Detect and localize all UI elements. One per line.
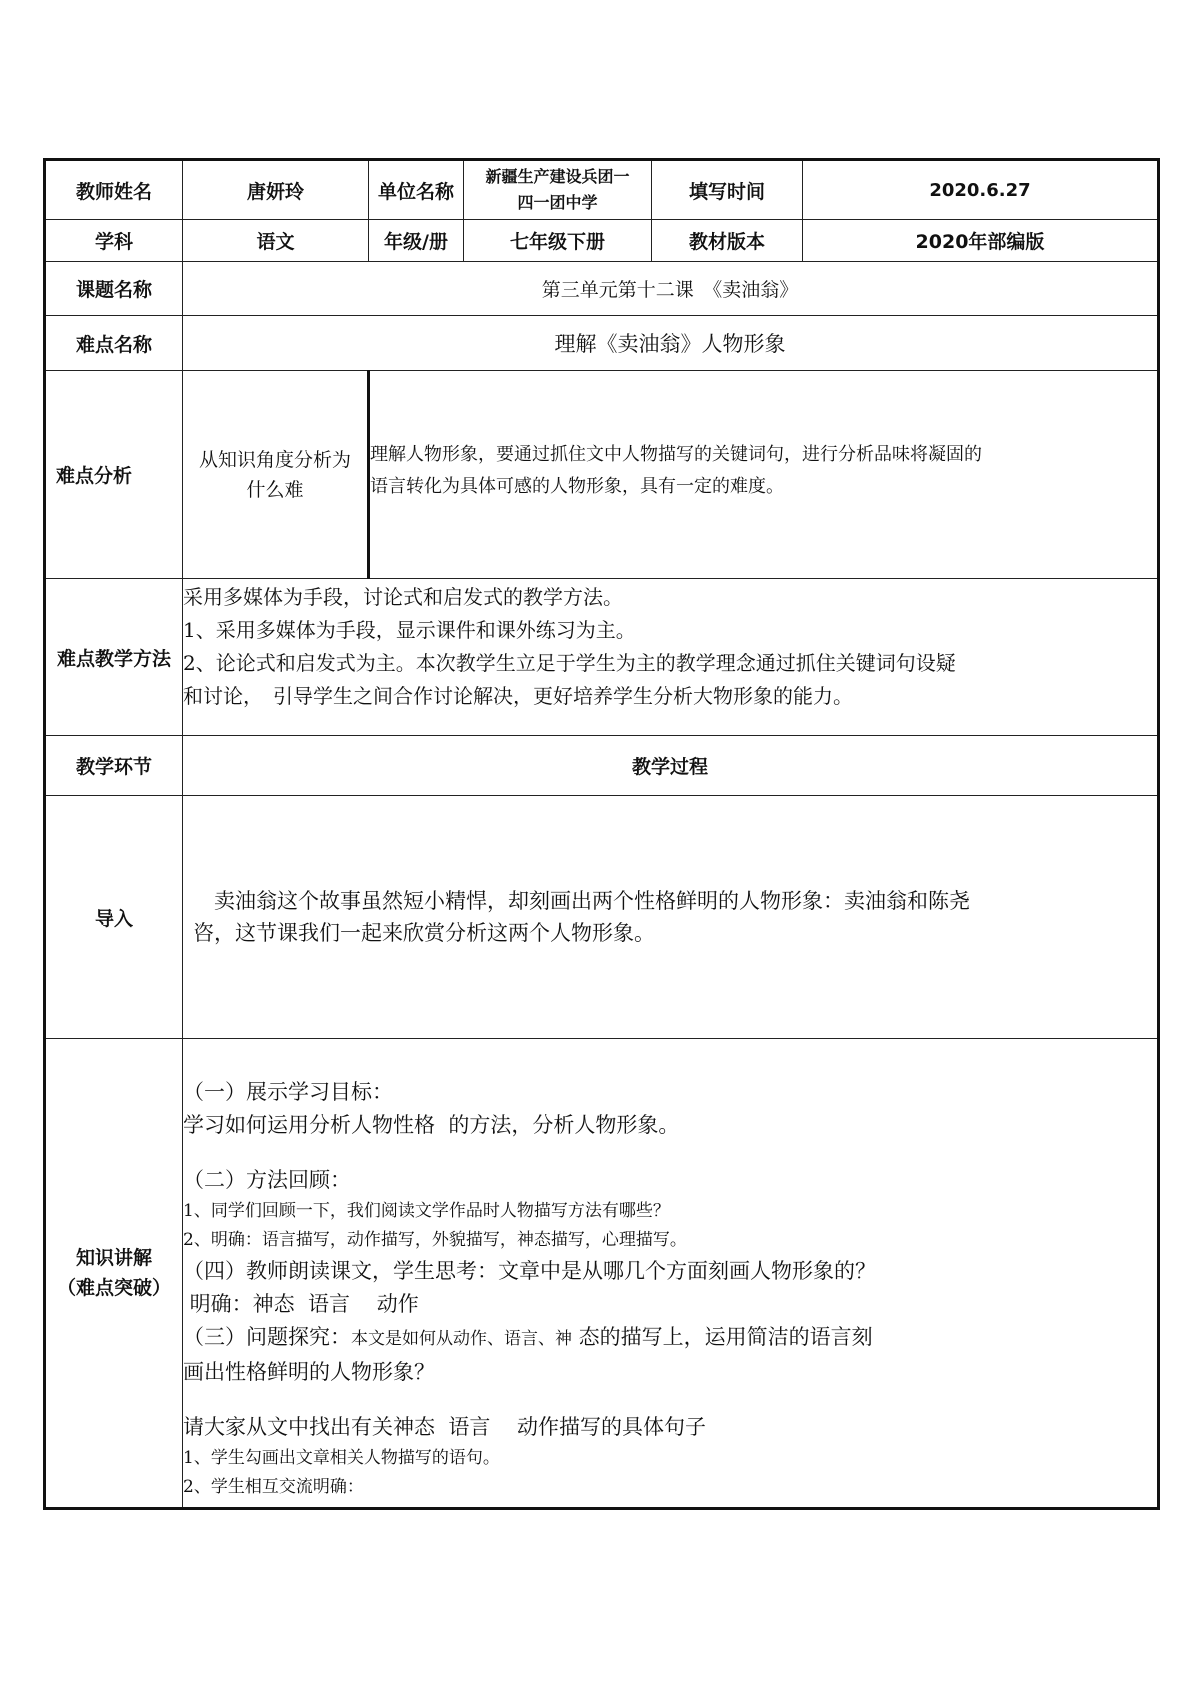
knowledge-line-12: 2、学生相互交流明确： — [183, 1477, 364, 1497]
method-line-1: 采用多媒体为手段，讨论式和启发式的教学方法。 — [183, 585, 623, 609]
lesson-plan-page — [43, 158, 1157, 1524]
analysis-row — [45, 371, 1159, 579]
analysis-text-line-2: 语言转化为具体可感的人物形象，具有一定的难度。 — [370, 476, 784, 497]
knowledge-line-9: 画出性格鲜明的人物形象？ — [183, 1360, 435, 1384]
knowledge-line-10: 请大家从文中找出有关神态 语言 动作描写的具体句子 — [183, 1415, 707, 1439]
topic-value: 第三单元第十二课 《卖油翁》 — [183, 262, 1159, 316]
knowledge-line-7: 明确：神态 语言 动作 — [183, 1292, 419, 1316]
intro-label: 导入 — [45, 796, 183, 1039]
teacher-name-value: 唐妍玲 — [183, 160, 369, 220]
difficulty-row — [45, 316, 1159, 371]
unit-name-line-1: 新疆生产建设兵团一 — [485, 167, 630, 186]
teaching-stage-label: 教学环节 — [45, 736, 183, 796]
subject-value: 语文 — [183, 220, 369, 262]
method-text — [183, 579, 1159, 736]
grade-label: 年级/册 — [369, 220, 464, 262]
analysis-text — [369, 371, 1159, 579]
method-line-3: 2、论论式和启发式为主。本次教学生立足于学生为主的教学理念通过抓住关键词句设疑 — [183, 651, 956, 675]
difficulty-value: 理解《卖油翁》人物形象 — [183, 316, 1159, 371]
analysis-sub-label-line-1: 从知识角度分析为 — [198, 448, 351, 471]
knowledge-line-11: 1、学生勾画出文章相关人物描写的语句。 — [183, 1448, 500, 1468]
knowledge-label — [45, 1039, 183, 1509]
knowledge-gap-2 — [183, 1389, 1157, 1411]
method-line-4: 和讨论， 引导学生之间合作讨论解决，更好培养学生分析大物形象的能力。 — [183, 684, 853, 708]
knowledge-line-1: （一）展示学习目标： — [183, 1080, 393, 1104]
knowledge-gap-1 — [183, 1142, 1157, 1164]
knowledge-line-3: （二）方法回顾： — [183, 1168, 351, 1192]
analysis-label: 难点分析 — [45, 371, 183, 579]
knowledge-line-4: 1、同学们回顾一下，我们阅读文学作品时人物描写方法有哪些？ — [183, 1201, 670, 1221]
intro-text — [183, 796, 1159, 1039]
knowledge-line-5: 2、明确：语言描写，动作描写，外貌描写，神态描写，心理描写。 — [183, 1230, 687, 1250]
knowledge-line-8-mid: 本文是如何从动作、语言、神 — [351, 1329, 572, 1349]
knowledge-line-6: （四）教师朗读课文，学生思考：文章中是从哪几个方面刻画人物形象的？ — [183, 1259, 876, 1283]
header-row-2 — [45, 220, 1159, 262]
method-line-2: 1、采用多媒体为手段，显示课件和课外练习为主。 — [183, 618, 636, 642]
fill-date-label: 填写时间 — [652, 160, 803, 220]
intro-line-2: 咨，这节课我们一起来欣赏分析这两个人物形象。 — [193, 921, 655, 945]
analysis-sub-label — [183, 371, 369, 579]
method-label: 难点教学方法 — [45, 579, 183, 736]
analysis-sub-label-line-2: 什么难 — [246, 478, 304, 501]
unit-name-line-2: 四一团中学 — [517, 193, 598, 212]
intro-row — [45, 796, 1159, 1039]
knowledge-line-2: 学习如何运用分析人物性格 的方法，分析人物形象。 — [183, 1113, 680, 1137]
difficulty-label: 难点名称 — [45, 316, 183, 371]
knowledge-label-line-1: 知识讲解 — [75, 1247, 152, 1269]
header-row-1 — [45, 160, 1159, 220]
unit-name-label: 单位名称 — [369, 160, 464, 220]
grade-value: 七年级下册 — [464, 220, 652, 262]
teaching-process-label: 教学过程 — [183, 736, 1159, 796]
lesson-plan-table — [43, 158, 1160, 1510]
process-header-row — [45, 736, 1159, 796]
topic-row — [45, 262, 1159, 316]
knowledge-line-8-tail: 态的描写上，运用简洁的语言刻 — [572, 1325, 873, 1349]
subject-label: 学科 — [45, 220, 183, 262]
knowledge-label-line-2: （难点突破） — [56, 1277, 171, 1299]
knowledge-row — [45, 1039, 1159, 1509]
knowledge-line-8-head: （三）问题探究： — [183, 1325, 351, 1349]
intro-line-1: 卖油翁这个故事虽然短小精悍，却刻画出两个性格鲜明的人物形象：卖油翁和陈尧 — [193, 889, 970, 913]
knowledge-text — [183, 1039, 1159, 1509]
fill-date-value: 2020.6.27 — [803, 160, 1159, 220]
analysis-text-line-1: 理解人物形象，要通过抓住文中人物描写的关键词句，进行分析品味将凝固的 — [370, 444, 982, 465]
topic-label: 课题名称 — [45, 262, 183, 316]
method-row — [45, 579, 1159, 736]
teacher-name-label: 教师姓名 — [45, 160, 183, 220]
knowledge-line-8 — [183, 1321, 1157, 1356]
edition-label: 教材版本 — [652, 220, 803, 262]
unit-name-value — [464, 160, 652, 220]
edition-value: 2020年部编版 — [803, 220, 1159, 262]
